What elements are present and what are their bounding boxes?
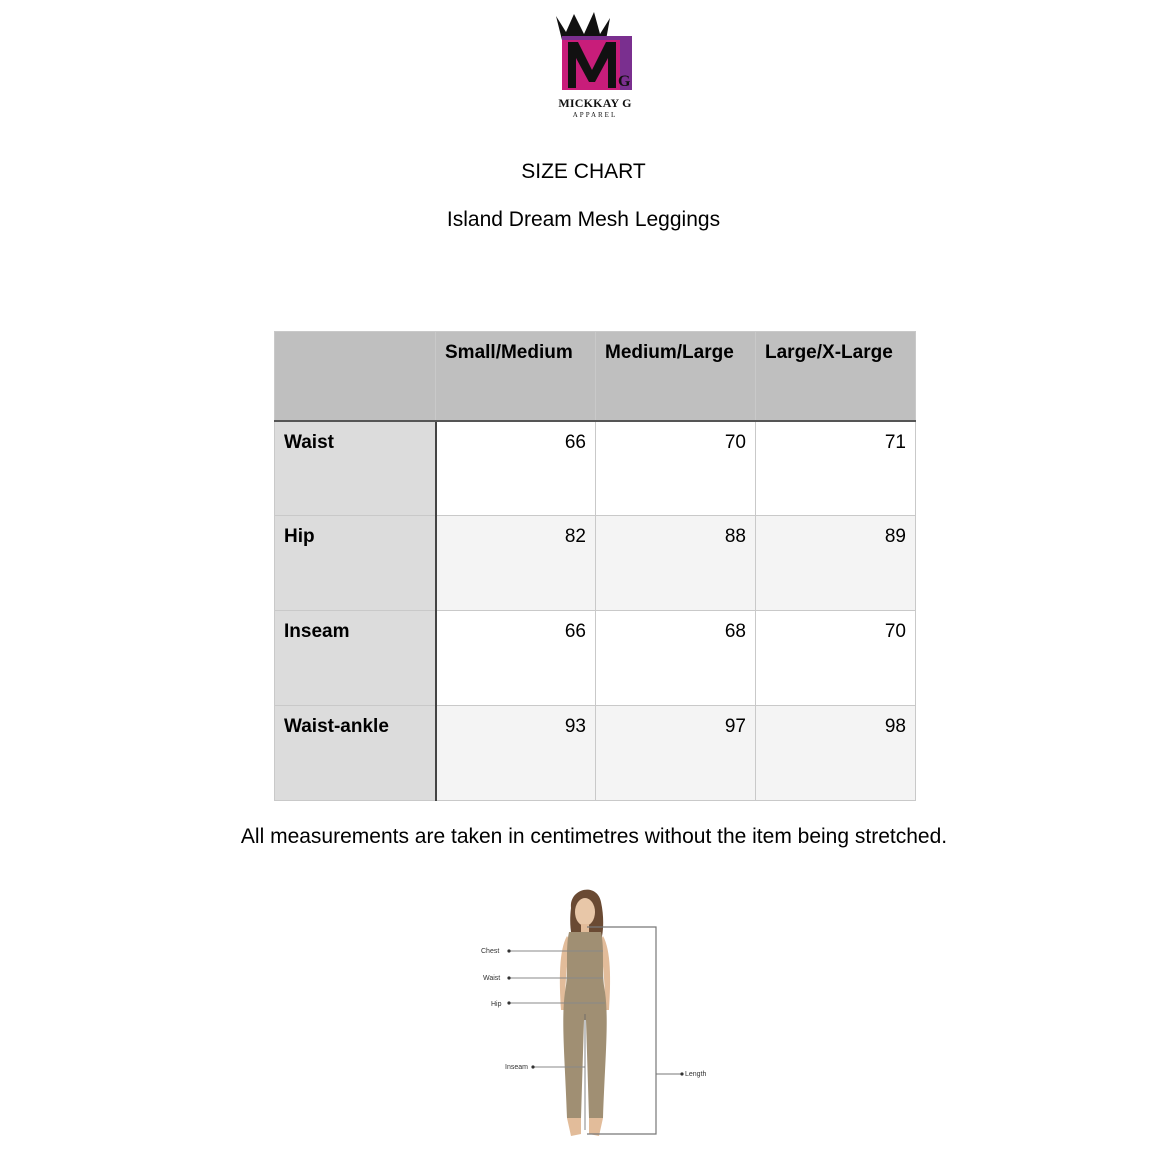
table-cell: 68: [596, 611, 756, 706]
column-header-medium-large: Medium/Large: [596, 332, 756, 421]
product-name: Island Dream Mesh Leggings: [446, 208, 721, 231]
table-cell: 70: [596, 421, 756, 516]
head-shape: [575, 898, 595, 926]
inseam-label: Inseam: [505, 1064, 528, 1071]
waist-label: Waist: [483, 975, 501, 982]
table-cell: 97: [596, 706, 756, 801]
row-label-waist-ankle: Waist-ankle: [275, 706, 436, 801]
measurement-note: All measurements are taken in centimetres without the item being stretched.: [240, 825, 948, 848]
table-row: [275, 706, 916, 801]
measurement-figure: [475, 880, 725, 1142]
row-label-waist: Waist: [275, 421, 436, 516]
column-header-empty: [275, 332, 436, 421]
table-row: [275, 611, 916, 706]
row-label-hip: Hip: [275, 516, 436, 611]
length-label: Length: [685, 1071, 707, 1078]
table-cell: 70: [756, 611, 916, 706]
brand-name: MICKKAY G: [558, 96, 632, 110]
table-row: [275, 421, 916, 516]
page-title: SIZE CHART: [521, 160, 646, 183]
table-cell: 82: [436, 516, 596, 611]
size-chart-table: [274, 331, 916, 801]
brand-logo: [548, 12, 642, 120]
brand-tagline: APPAREL: [572, 111, 618, 119]
row-label-inseam: Inseam: [275, 611, 436, 706]
chest-label: Chest: [481, 948, 500, 955]
table-cell: 66: [436, 611, 596, 706]
logo-g-letter: G: [618, 73, 631, 90]
column-header-small-medium: Small/Medium: [436, 332, 596, 421]
table-cell: 98: [756, 706, 916, 801]
body-silhouette-illustration: [475, 880, 725, 1142]
table-header-row: [275, 332, 916, 421]
column-header-large-xlarge: Large/X-Large: [756, 332, 916, 421]
table-row: [275, 516, 916, 611]
table-cell: 93: [436, 706, 596, 801]
logo-mark: [548, 12, 642, 92]
hip-label: Hip: [491, 1001, 502, 1008]
table-cell: 71: [756, 421, 916, 516]
table-cell: 89: [756, 516, 916, 611]
table-cell: 88: [596, 516, 756, 611]
table-cell: 66: [436, 421, 596, 516]
